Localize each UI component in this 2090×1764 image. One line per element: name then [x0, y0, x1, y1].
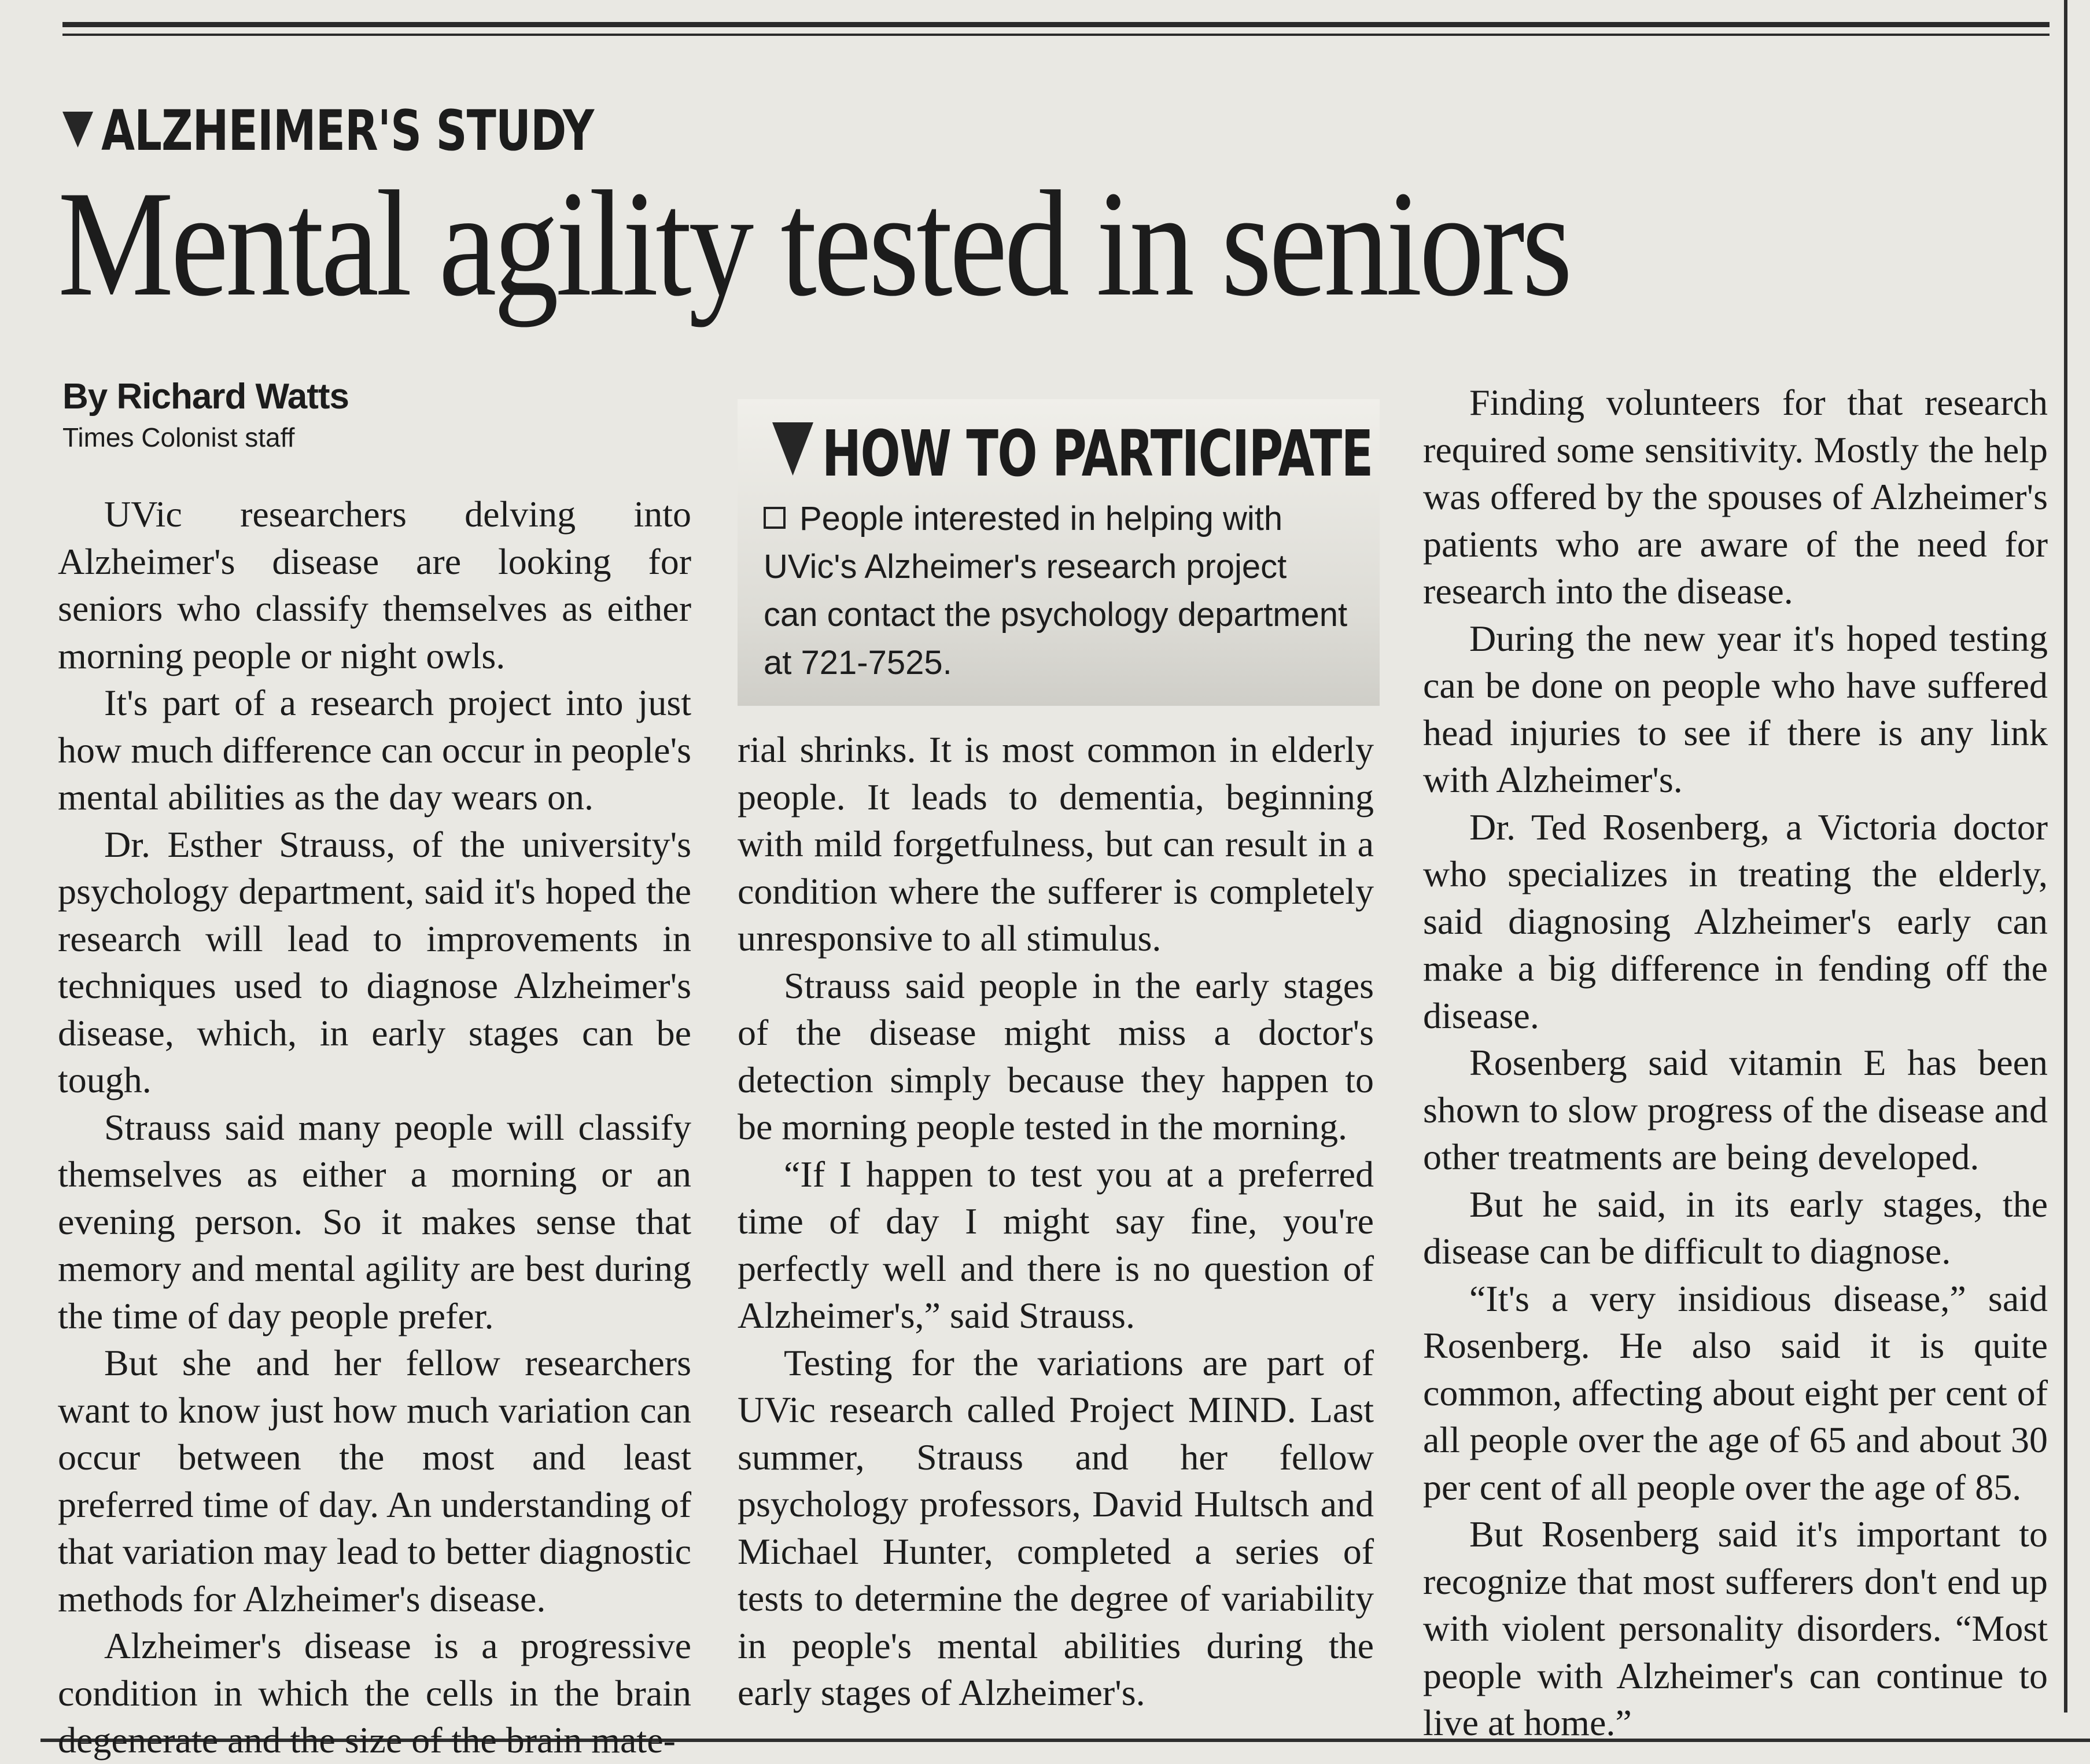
- top-rule-thin: [62, 34, 2050, 36]
- article-column-3: [1423, 379, 2048, 1747]
- paragraph: But Rosenberg said it's important to recognize that most sufferers don't end up with violent personality disorders. “Most people with Alzheimer's can continue to live at home.”: [1423, 1513, 2048, 1743]
- triangle-down-icon: [772, 422, 813, 476]
- byline-name: By Richard Watts: [62, 377, 349, 417]
- paragraph: Alzheimer's disease is a progressive condition in which the cells in the brain degenerate and the size of the brain mate-: [58, 1625, 691, 1761]
- participate-sidebar: [738, 399, 1380, 706]
- sidebar-text: People interested in helping with UVic's Alzheimer's research project can contact the psychology department at 721-7525.: [764, 500, 1348, 682]
- headline: Mental agility tested in seniors: [58, 160, 1570, 327]
- paragraph: UVic researchers delving into Alzheimer's disease are looking for seniors who classify themselves as either morning people or night owls.: [58, 494, 691, 676]
- top-rule: [62, 22, 2050, 27]
- paragraph: Rosenberg said vitamin E has been shown to slow progress of the disease and other treatments are being developed.: [1423, 1042, 2048, 1177]
- paragraph: Finding volunteers for that research required some sensitivity. Mostly the help was offered by the spouses of Alzheimer's patients who are aware of the need for research into the disease.: [1423, 382, 2048, 612]
- paragraph: But she and her fellow researchers want to know just how much variation can occur between the most and least preferred time of day. An understanding of that variation may lead to better diagnostic methods for Alzheimer's disease.: [58, 1342, 691, 1619]
- article-column-2: [738, 726, 1374, 1717]
- sidebar-title-text: HOW TO PARTICIPATE: [821, 417, 1373, 491]
- kicker-text: ALZHEIMER'S STUDY: [101, 98, 594, 163]
- checkbox-bullet-icon: [764, 507, 786, 529]
- triangle-down-icon: [62, 112, 93, 148]
- paragraph: Dr. Ted Rosenberg, a Victoria doctor who specializes in treating the elderly, said diagnosing Alzheimer's early can make a big difference in fending off the disease.: [1423, 806, 2048, 1036]
- paragraph: Strauss said people in the early stages of the disease might miss a doctor's detection simply because they happen to be morning people tested in the morning.: [738, 964, 1374, 1147]
- right-rule: [2064, 0, 2067, 1713]
- paragraph: rial shrinks. It is most common in elderly people. It leads to dementia, beginning with mild forgetfulness, but can result in a condition where the sufferer is completely unresponsive to all stimulus.: [738, 729, 1374, 959]
- byline-affiliation: Times Colonist staff: [62, 422, 295, 452]
- paragraph: Testing for the variations are part of UVic research called Project MIND. Last summer, Strauss and her fellow psychology professors, David Hultsch and Michael Hunter, completed a series of tests to determine the degree of variability in people's mental abilities during the early stages of Alzheimer's.: [738, 1342, 1374, 1713]
- sidebar-text-block: [764, 495, 1348, 687]
- sidebar-title: [772, 417, 1373, 491]
- paragraph: But he said, in its early stages, the disease can be difficult to diagnose.: [1423, 1183, 2048, 1272]
- paragraph: “It's a very insidious disease,” said Rosenberg. He also said it is quite common, affecting about eight per cent of all people over the age of 65 and about 30 per cent of all people over the age of 85.: [1423, 1277, 2048, 1508]
- paragraph: Strauss said many people will classify themselves as either a morning or an evening person. So it makes sense that memory and mental agility are best during the time of day people prefer.: [58, 1106, 691, 1336]
- paragraph: It's part of a research project into just how much difference can occur in people's mental abilities as the day wears on.: [58, 682, 691, 817]
- paragraph: During the new year it's hoped testing can be done on people who have suffered head injuries to see if there is any link with Alzheimer's.: [1423, 617, 2048, 800]
- paragraph: “If I happen to test you at a preferred time of day I might say fine, you're perfectly well and there is no question of Alzheimer's,” said Strauss.: [738, 1153, 1374, 1336]
- article-column-1: [58, 491, 691, 1764]
- byline: [62, 376, 349, 453]
- paragraph: Dr. Esther Strauss, of the university's psychology department, said it's hoped the research will lead to improvements in techniques used to diagnose Alzheimer's disease, which, in early stages can be tough.: [58, 823, 691, 1100]
- section-kicker: [62, 98, 594, 163]
